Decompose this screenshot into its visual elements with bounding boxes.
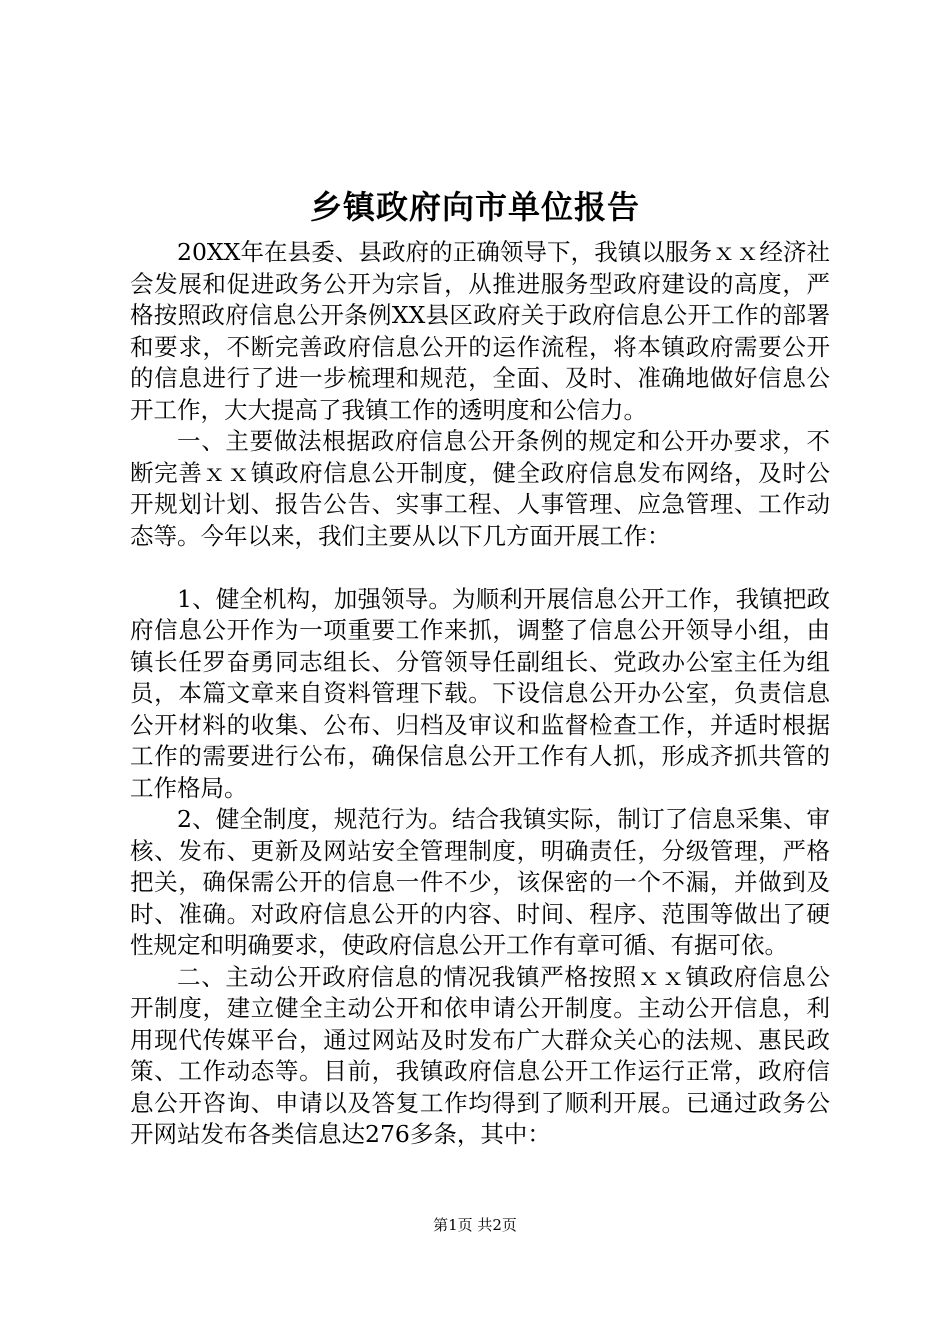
document-title: 乡镇政府向市单位报告 (309, 188, 640, 226)
paragraph-intro: 20XX年在县委、县政府的正确领导下，我镇以服务ｘｘ经济社会发展和促进政务公开为宗旨，从推进服务型政府建设的高度，严格按照政府信息公开条例XX县区政府关于政府信息公开工作的部署和要求，不断完善政府信息公开的运作流程，将本镇政府需要公开的信息进行了进一步梳理和规范，全面、及时、准确地做好信息公开工作，大大提高了我镇工作的透明度和公信力。 (130, 238, 830, 424)
document-body (130, 237, 830, 1151)
paragraph-item-1: 1、健全机构，加强领导。为顺利开展信息公开工作，我镇把政府信息公开作为一项重要工作来抓，调整了信息公开领导小组，由镇长任罗奋勇同志组长、分管领导任副组长、党政办公室主任为组员，本篇文章来自资料管理下载。下设信息公开办公室，负责信息公开材料的收集、公布、归档及审议和监督检查工作，并适时根据工作的需要进行公布，确保信息公开工作有人抓，形成齐抓共管的工作格局。 (130, 584, 830, 802)
paragraph-section-2: 二、主动公开政府信息的情况我镇严格按照ｘｘ镇政府信息公开制度，建立健全主动公开和依申请公开制度。主动公开信息，利用现代传媒平台，通过网站及时发布广大群众关心的法规、惠民政策、工作动态等。目前，我镇政府信息公开工作运行正常，政府信息公开咨询、申请以及答复工作均得到了顺利开展。已通过政务公开网站发布各类信息达276多条，其中： (130, 962, 830, 1148)
paragraph-item-2: 2、健全制度，规范行为。结合我镇实际，制订了信息采集、审核、发布、更新及网站安全管理制度，明确责任，分级管理，严格把关，确保需公开的信息一件不少，该保密的一个不漏，并做到及时、准确。对政府信息公开的内容、时间、程序、范围等做出了硬性规定和明确要求，使政府信息公开工作有章可循、有据可依。 (130, 805, 830, 959)
page-footer: 第1页 共2页 (433, 1216, 517, 1234)
paragraph-section-1: 一、主要做法根据政府信息公开条例的规定和公开办要求，不断完善ｘｘ镇政府信息公开制度，健全政府信息发布网络，及时公开规划计划、报告公告、实事工程、人事管理、应急管理、工作动态等。今年以来，我们主要从以下几方面开展工作： (130, 427, 830, 550)
